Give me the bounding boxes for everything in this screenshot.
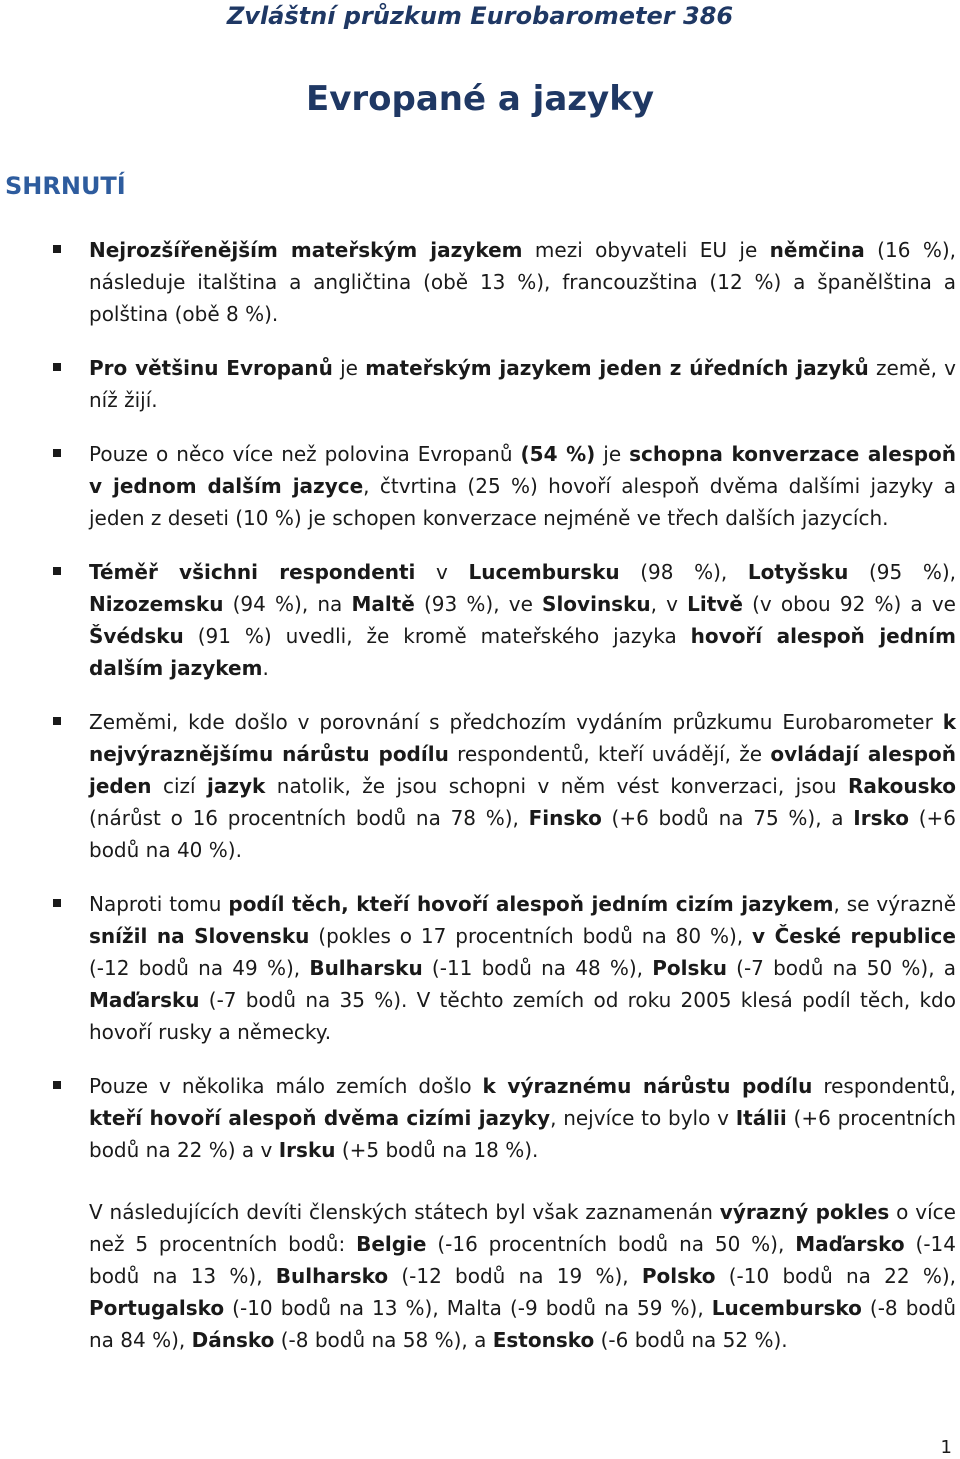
list-item [0, 352, 960, 416]
bold-text: Lotyšsku [747, 560, 849, 584]
bold-text: snížil na Slovensku [89, 924, 310, 948]
text: , čtvrtina (25 %) hovoří alespoň dvěma dalšími jazyky a jeden z deseti (10 %) je schopen konverzace nejméně ve třech dalších jazycích. [89, 474, 956, 530]
paragraph [0, 1196, 960, 1356]
list-item [0, 438, 960, 534]
text: (+5 bodů na 18 %). [335, 1138, 539, 1162]
text: (+6 procentních bodů na 22 %) a v [89, 1106, 956, 1162]
square-bullet-icon [53, 245, 61, 253]
bold-text: podíl těch, kteří hovoří alespoň jedním cizím jazykem [228, 892, 834, 916]
text: Pouze v několika málo zemích došlo [89, 1074, 483, 1098]
item-text [89, 560, 956, 680]
text: Zeměmi, kde došlo v porovnání s předchozím vydáním průzkumu Eurobarometer [89, 710, 943, 734]
text: respondentů, [812, 1074, 957, 1098]
item-text [89, 1200, 956, 1352]
bold-text: Nizozemsku [89, 592, 224, 616]
list-item [0, 234, 960, 330]
text: (+6 bodů na 40 %). [89, 806, 956, 862]
bold-text: kteří hovoří alespoň dvěma cizími jazyky [89, 1106, 551, 1130]
bold-text: výrazný pokles [719, 1200, 890, 1224]
bold-text: Maltě [351, 592, 415, 616]
text: (-10 bodů na 13 %), Malta (-9 bodů na 59 %), [224, 1296, 712, 1320]
bold-text: Téměř všichni respondenti [89, 560, 416, 584]
list-item [0, 888, 960, 1048]
text: v [415, 560, 469, 584]
bold-text: Irsko [853, 806, 909, 830]
bold-text: Itálii [735, 1106, 787, 1130]
text: , nejvíce to bylo v [550, 1106, 736, 1130]
bold-text: Lucembursku [468, 560, 620, 584]
bold-text: Litvě [687, 592, 743, 616]
text: (-8 bodů na 58 %), a [274, 1328, 493, 1352]
bold-text: Portugalsko [89, 1296, 225, 1320]
text: (+6 bodů na 75 %), a [601, 806, 854, 830]
page-number: 1 [940, 1437, 952, 1458]
item-text [89, 356, 956, 412]
bold-text: Polsko [641, 1264, 716, 1288]
bold-text: Estonsko [492, 1328, 595, 1352]
text: cizí [151, 774, 207, 798]
bold-text: Maďarsku [89, 988, 200, 1012]
item-text [89, 442, 956, 530]
bold-text: Švédsku [89, 624, 184, 648]
text: respondentů, kteří uvádějí, že [448, 742, 771, 766]
bold-text: Dánsko [191, 1328, 275, 1352]
bold-text: Nejrozšířenějším mateřským jazykem [89, 238, 523, 262]
square-bullet-icon [53, 1081, 61, 1089]
text: . [262, 656, 269, 680]
bold-text: Maďarsko [795, 1232, 905, 1256]
list-item [0, 706, 960, 866]
page-title: Evropané a jazyky [305, 79, 654, 119]
bold-text: Finsko [528, 806, 602, 830]
item-text [89, 710, 956, 862]
bold-text: (54 %) [520, 442, 596, 466]
square-bullet-icon [53, 567, 61, 575]
text: (-12 bodů na 19 %), [388, 1264, 642, 1288]
bold-text: mateřským jazykem jeden z úředních jazyků [365, 356, 869, 380]
text: V následujících devíti členských státech byl však zaznamenán [89, 1200, 720, 1224]
section-heading: SHRNUTÍ [5, 172, 126, 200]
square-bullet-icon [53, 449, 61, 457]
list-item [0, 556, 960, 684]
bold-text: k výraznému nárůstu podílu [482, 1074, 813, 1098]
bold-text: Rakousko [847, 774, 956, 798]
text: (-12 bodů na 49 %), [89, 956, 310, 980]
list-item [0, 1070, 960, 1166]
text: země, v níž žijí. [89, 356, 957, 412]
item-text [89, 1074, 956, 1162]
bold-text: Slovinsku [542, 592, 651, 616]
text: (-11 bodů na 48 %), [422, 956, 653, 980]
text: Pouze o něco více než polovina Evropanů [89, 442, 521, 466]
text: (91 %) uvedli, že kromě mateřského jazyka [183, 624, 691, 648]
text: (98 %), [619, 560, 748, 584]
bold-text: jazyk [207, 774, 266, 798]
text: (-14 bodů na 13 %), [89, 1232, 956, 1288]
text: je [332, 356, 366, 380]
text: (v obou 92 %) a ve [742, 592, 956, 616]
survey-title: Zvláštní průzkum Eurobarometer 386 [226, 2, 734, 30]
item-text [89, 238, 956, 326]
text: (94 %), na [223, 592, 352, 616]
text: (-7 bodů na 50 %), a [726, 956, 957, 980]
bold-text: schopna konverzace alespoň v jednom dalším jazyce [89, 442, 957, 498]
text: (93 %), ve [414, 592, 543, 616]
bold-text: Polsku [652, 956, 727, 980]
text: (16 %), následuje italština a angličtina (obě 13 %), francouzština (12 %) a španělština a polština (obě 8 %). [89, 238, 956, 326]
bold-text: Lucembursko [711, 1296, 862, 1320]
bold-text: Pro většinu Evropanů [89, 356, 333, 380]
text: (-10 bodů na 22 %), [715, 1264, 956, 1288]
text: o více než 5 procentních bodů: [89, 1200, 956, 1256]
text: (-8 bodů na 84 %), [89, 1296, 956, 1352]
text: , se výrazně [833, 892, 956, 916]
bold-text: Bulharsko [275, 1264, 389, 1288]
bold-text: Irsku [278, 1138, 336, 1162]
text: (nárůst o 16 procentních bodů na 78 %), [89, 806, 529, 830]
square-bullet-icon [53, 363, 61, 371]
text: (-6 bodů na 52 %). [594, 1328, 788, 1352]
text: natolik, že jsou schopni v něm vést konverzaci, jsou [265, 774, 848, 798]
bold-text: Bulharsku [309, 956, 423, 980]
text: (-16 procentních bodů na 50 %), [426, 1232, 796, 1256]
text: , v [650, 592, 688, 616]
bold-text: Belgie [356, 1232, 427, 1256]
square-bullet-icon [53, 717, 61, 725]
item-text [89, 892, 956, 1044]
text: (95 %), [848, 560, 956, 584]
bold-text: ovládají alespoň jeden [89, 742, 956, 798]
bold-text: němčina [769, 238, 865, 262]
text: Naproti tomu [89, 892, 229, 916]
summary-list [0, 234, 960, 1378]
text: (-7 bodů na 35 %). V těchto zemích od roku 2005 klesá podíl těch, kdo hovoří rusky a německy. [89, 988, 956, 1044]
text: (pokles o 17 procentních bodů na 80 %), [309, 924, 753, 948]
text: mezi obyvateli EU je [522, 238, 770, 262]
text: je [595, 442, 630, 466]
square-bullet-icon [53, 899, 61, 907]
bold-text: k nejvýraznějšímu nárůstu podílu [89, 710, 956, 766]
bold-text: hovoří alespoň jedním dalším jazykem [89, 624, 956, 680]
bold-text: v České republice [752, 924, 956, 948]
